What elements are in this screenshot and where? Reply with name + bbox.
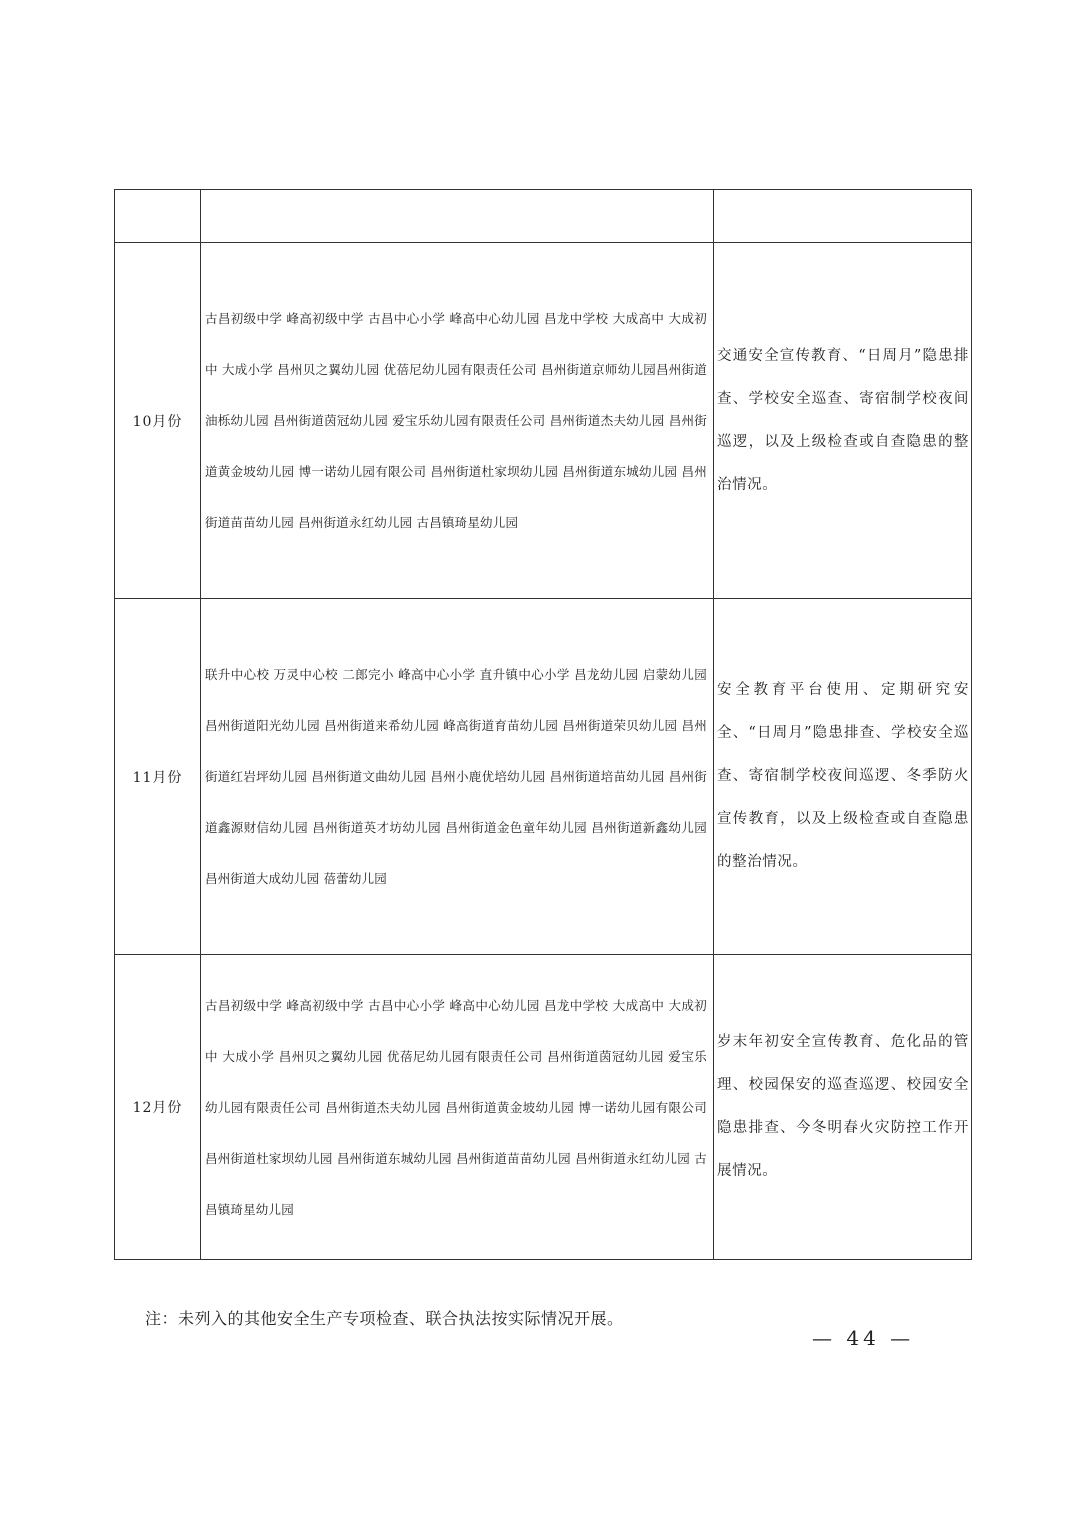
inspection-content-cell: 岁末年初安全宣传教育、危化品的管理、校园保安的巡查巡逻、校园安全隐患排查、今冬明春火灾防控工作开展情况。 — [714, 955, 972, 1260]
table-row — [115, 599, 972, 955]
month-cell: 11月份 — [115, 599, 201, 955]
schools-cell: 古昌初级中学 峰高初级中学 古昌中心小学 峰高中心幼儿园 昌龙中学校 大成高中 大成初中 大成小学 昌州贝之翼幼儿园 优蓓尼幼儿园有限责任公司 昌州街道茵冠幼儿园 爱宝乐幼儿园有限责任公司 昌州街道杰夫幼儿园 昌州街道黄金坡幼儿园 博一诺幼儿园有限公司 昌州街道杜家坝幼儿园 昌州街道东城幼儿园 昌州街道苗苗幼儿园 昌州街道永红幼儿园 古昌镇琦星幼儿园 — [201, 955, 714, 1260]
table-row — [115, 955, 972, 1260]
table-header-row — [115, 190, 972, 243]
table-row — [115, 243, 972, 599]
inspection-schedule-table — [114, 189, 972, 1260]
month-cell: 12月份 — [115, 955, 201, 1260]
page-number: — 44 — — [812, 1326, 915, 1350]
header-schools-cell — [201, 190, 714, 243]
header-month-cell — [115, 190, 201, 243]
inspection-content-cell: 安全教育平台使用、定期研究安全、“日周月”隐患排查、学校安全巡查、寄宿制学校夜间巡逻、冬季防火宣传教育，以及上级检查或自查隐患的整治情况。 — [714, 599, 972, 955]
inspection-content-cell: 交通安全宣传教育、“日周月”隐患排查、学校安全巡查、寄宿制学校夜间巡逻，以及上级检查或自查隐患的整治情况。 — [714, 243, 972, 599]
month-cell: 10月份 — [115, 243, 201, 599]
footnote: 注：未列入的其他安全生产专项检查、联合执法按实际情况开展。 — [145, 1309, 624, 1328]
header-content-cell — [714, 190, 972, 243]
schools-cell: 古昌初级中学 峰高初级中学 古昌中心小学 峰高中心幼儿园 昌龙中学校 大成高中 大成初中 大成小学 昌州贝之翼幼儿园 优蓓尼幼儿园有限责任公司 昌州街道京师幼儿园昌州街道油栎幼儿园 昌州街道茵冠幼儿园 爱宝乐幼儿园有限责任公司 昌州街道杰夫幼儿园 昌州街道黄金坡幼儿园 博一诺幼儿园有限公司 昌州街道杜家坝幼儿园 昌州街道东城幼儿园 昌州街道苗苗幼儿园 昌州街道永红幼儿园 古昌镇琦星幼儿园 — [201, 243, 714, 599]
schools-cell: 联升中心校 万灵中心校 二郎完小 峰高中心小学 直升镇中心小学 昌龙幼儿园 启蒙幼儿园 昌州街道阳光幼儿园 昌州街道来希幼儿园 峰高街道育苗幼儿园 昌州街道荣贝幼儿园 昌州街道红岩坪幼儿园 昌州街道文曲幼儿园 昌州小鹿优培幼儿园 昌州街道培苗幼儿园 昌州街道鑫源财信幼儿园 昌州街道英才坊幼儿园 昌州街道金色童年幼儿园 昌州街道新鑫幼儿园 昌州街道大成幼儿园 蓓蕾幼儿园 — [201, 599, 714, 955]
